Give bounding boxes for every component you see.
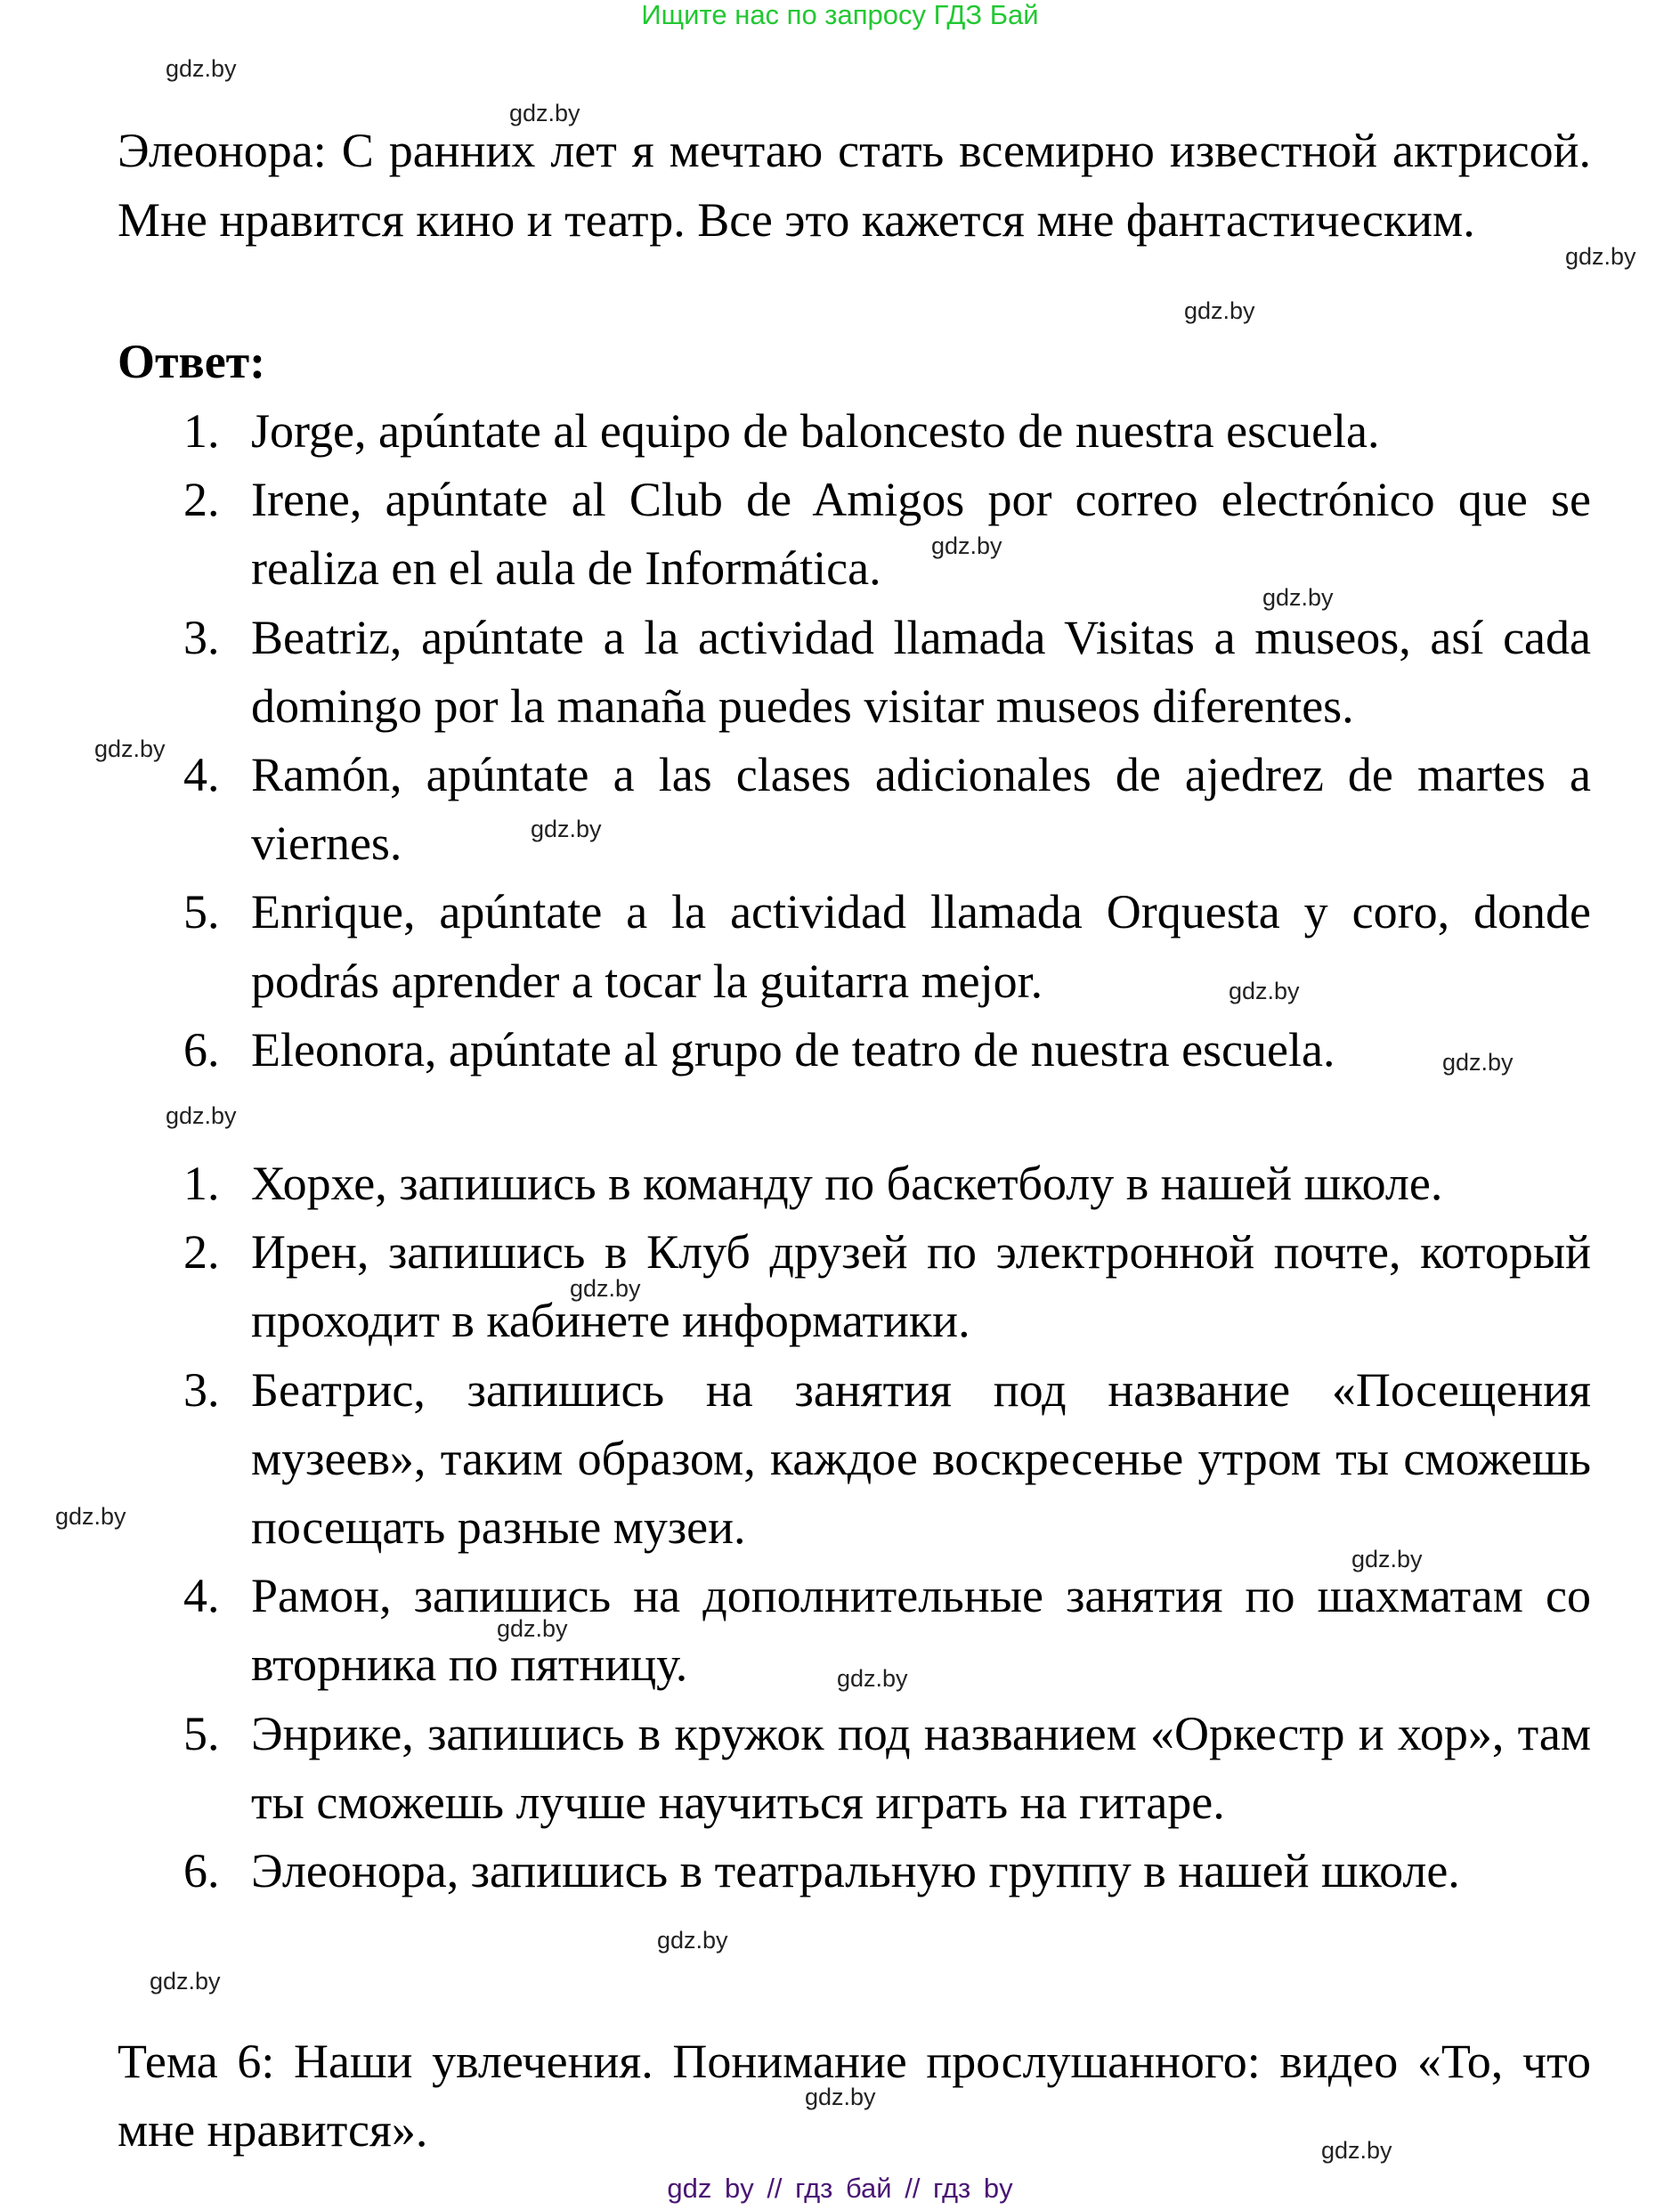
item-text: Irene, apúntate al Club de Amigos por correo electrónico que se realiza en el aula de Informática. bbox=[251, 473, 1591, 596]
watermark: gdz.by bbox=[570, 1275, 641, 1302]
list-item bbox=[118, 741, 1591, 878]
footer-links[interactable]: gdz by // гдз бай // гдз by bbox=[667, 2173, 1013, 2204]
list-item bbox=[118, 1837, 1591, 1905]
item-number: 6. bbox=[183, 1022, 220, 1077]
item-number: 1. bbox=[183, 404, 220, 458]
list-item bbox=[118, 1150, 1591, 1218]
item-text: Хорхе, запишись в команду по баскетболу в нашей школе. bbox=[251, 1157, 1443, 1210]
list-item bbox=[118, 1700, 1591, 1837]
watermark: gdz.by bbox=[805, 2084, 876, 2110]
watermark: gdz.by bbox=[1442, 1049, 1514, 1076]
item-text: Beatriz, apúntate a la actividad llamada Visitas a museos, así cada domingo por la manaña puedes visitar museos diferentes. bbox=[251, 610, 1591, 733]
list-item bbox=[118, 466, 1591, 603]
item-text: Enrique, apúntate a la actividad llamada Orquesta y coro, donde podrás aprender a tocar la guitarra mejor. bbox=[251, 885, 1591, 1008]
watermark: gdz.by bbox=[1351, 1546, 1423, 1572]
promo-banner[interactable]: Ищите нас по запросу ГДЗ Бай bbox=[641, 0, 1039, 30]
item-text: Ирен, запишись в Клуб друзей по электронной почте, который проходит в кабинете информатики. bbox=[251, 1225, 1591, 1348]
item-text: Jorge, apúntate al equipo de baloncesto de nuestra escuela. bbox=[251, 404, 1380, 458]
item-text: Элеонора, запишись в театральную группу в нашей школе. bbox=[251, 1844, 1460, 1898]
watermark: gdz.by bbox=[1184, 297, 1255, 324]
list-item bbox=[118, 1016, 1591, 1085]
watermark: gdz.by bbox=[166, 55, 237, 82]
watermark: gdz.by bbox=[1262, 584, 1334, 611]
watermark: gdz.by bbox=[837, 1665, 908, 1692]
watermark: gdz.by bbox=[55, 1503, 126, 1530]
intro-paragraph: Элеонора: С ранних лет я мечтаю стать всемирно известной актрисой. Мне нравится кино и театр. Все это кажется мне фантастическим. bbox=[118, 124, 1591, 247]
item-number: 3. bbox=[183, 1362, 220, 1417]
list-item bbox=[118, 1356, 1591, 1563]
item-text: Энрике, запишись в кружок под названием «Оркестр и хор», там ты сможешь лучше научиться играть на гитаре. bbox=[251, 1706, 1591, 1829]
spanish-answers-list bbox=[118, 397, 1591, 1085]
item-number: 1. bbox=[183, 1157, 220, 1210]
watermark: gdz.by bbox=[509, 100, 580, 126]
list-item bbox=[118, 1562, 1591, 1699]
list-item bbox=[118, 604, 1591, 741]
watermark: gdz.by bbox=[1229, 978, 1300, 1004]
item-text: Беатрис, запишись на занятия под название «Посещения музеев», таким образом, каждое воскресенье утром ты сможешь посещать разные музеи. bbox=[251, 1362, 1591, 1555]
item-number: 3. bbox=[183, 610, 220, 664]
watermark: gdz.by bbox=[1321, 2137, 1392, 2164]
list-item bbox=[118, 397, 1591, 466]
item-number: 6. bbox=[183, 1844, 220, 1898]
watermark: gdz.by bbox=[657, 1927, 728, 1954]
watermark: gdz.by bbox=[1565, 243, 1636, 270]
watermark: gdz.by bbox=[166, 1102, 237, 1129]
russian-answers-list bbox=[118, 1150, 1591, 1905]
item-number: 4. bbox=[183, 748, 220, 802]
item-number: 5. bbox=[183, 1706, 220, 1760]
item-text: Рамон, запишись на дополнительные занятия по шахматам со вторника по пятницу. bbox=[251, 1569, 1591, 1692]
item-text: Eleonora, apúntate al grupo de teatro de nuestra escuela. bbox=[251, 1022, 1335, 1077]
answer-heading: Ответ: bbox=[118, 335, 266, 388]
list-item bbox=[118, 1218, 1591, 1355]
next-topic-title: Тема 6: Наши увлечения. Понимание прослушанного: видео «То, что мне нравится». bbox=[118, 2035, 1591, 2157]
watermark: gdz.by bbox=[497, 1615, 568, 1642]
item-text: Ramón, apúntate a las clases adicionales de ajedrez de martes a viernes. bbox=[251, 748, 1591, 871]
list-item bbox=[118, 878, 1591, 1015]
watermark: gdz.by bbox=[931, 532, 1002, 559]
item-number: 5. bbox=[183, 885, 220, 939]
watermark: gdz.by bbox=[150, 1968, 221, 1995]
watermark: gdz.by bbox=[531, 816, 602, 842]
item-number: 2. bbox=[183, 1225, 220, 1280]
item-number: 2. bbox=[183, 473, 220, 527]
item-number: 4. bbox=[183, 1569, 220, 1623]
watermark: gdz.by bbox=[94, 735, 166, 762]
